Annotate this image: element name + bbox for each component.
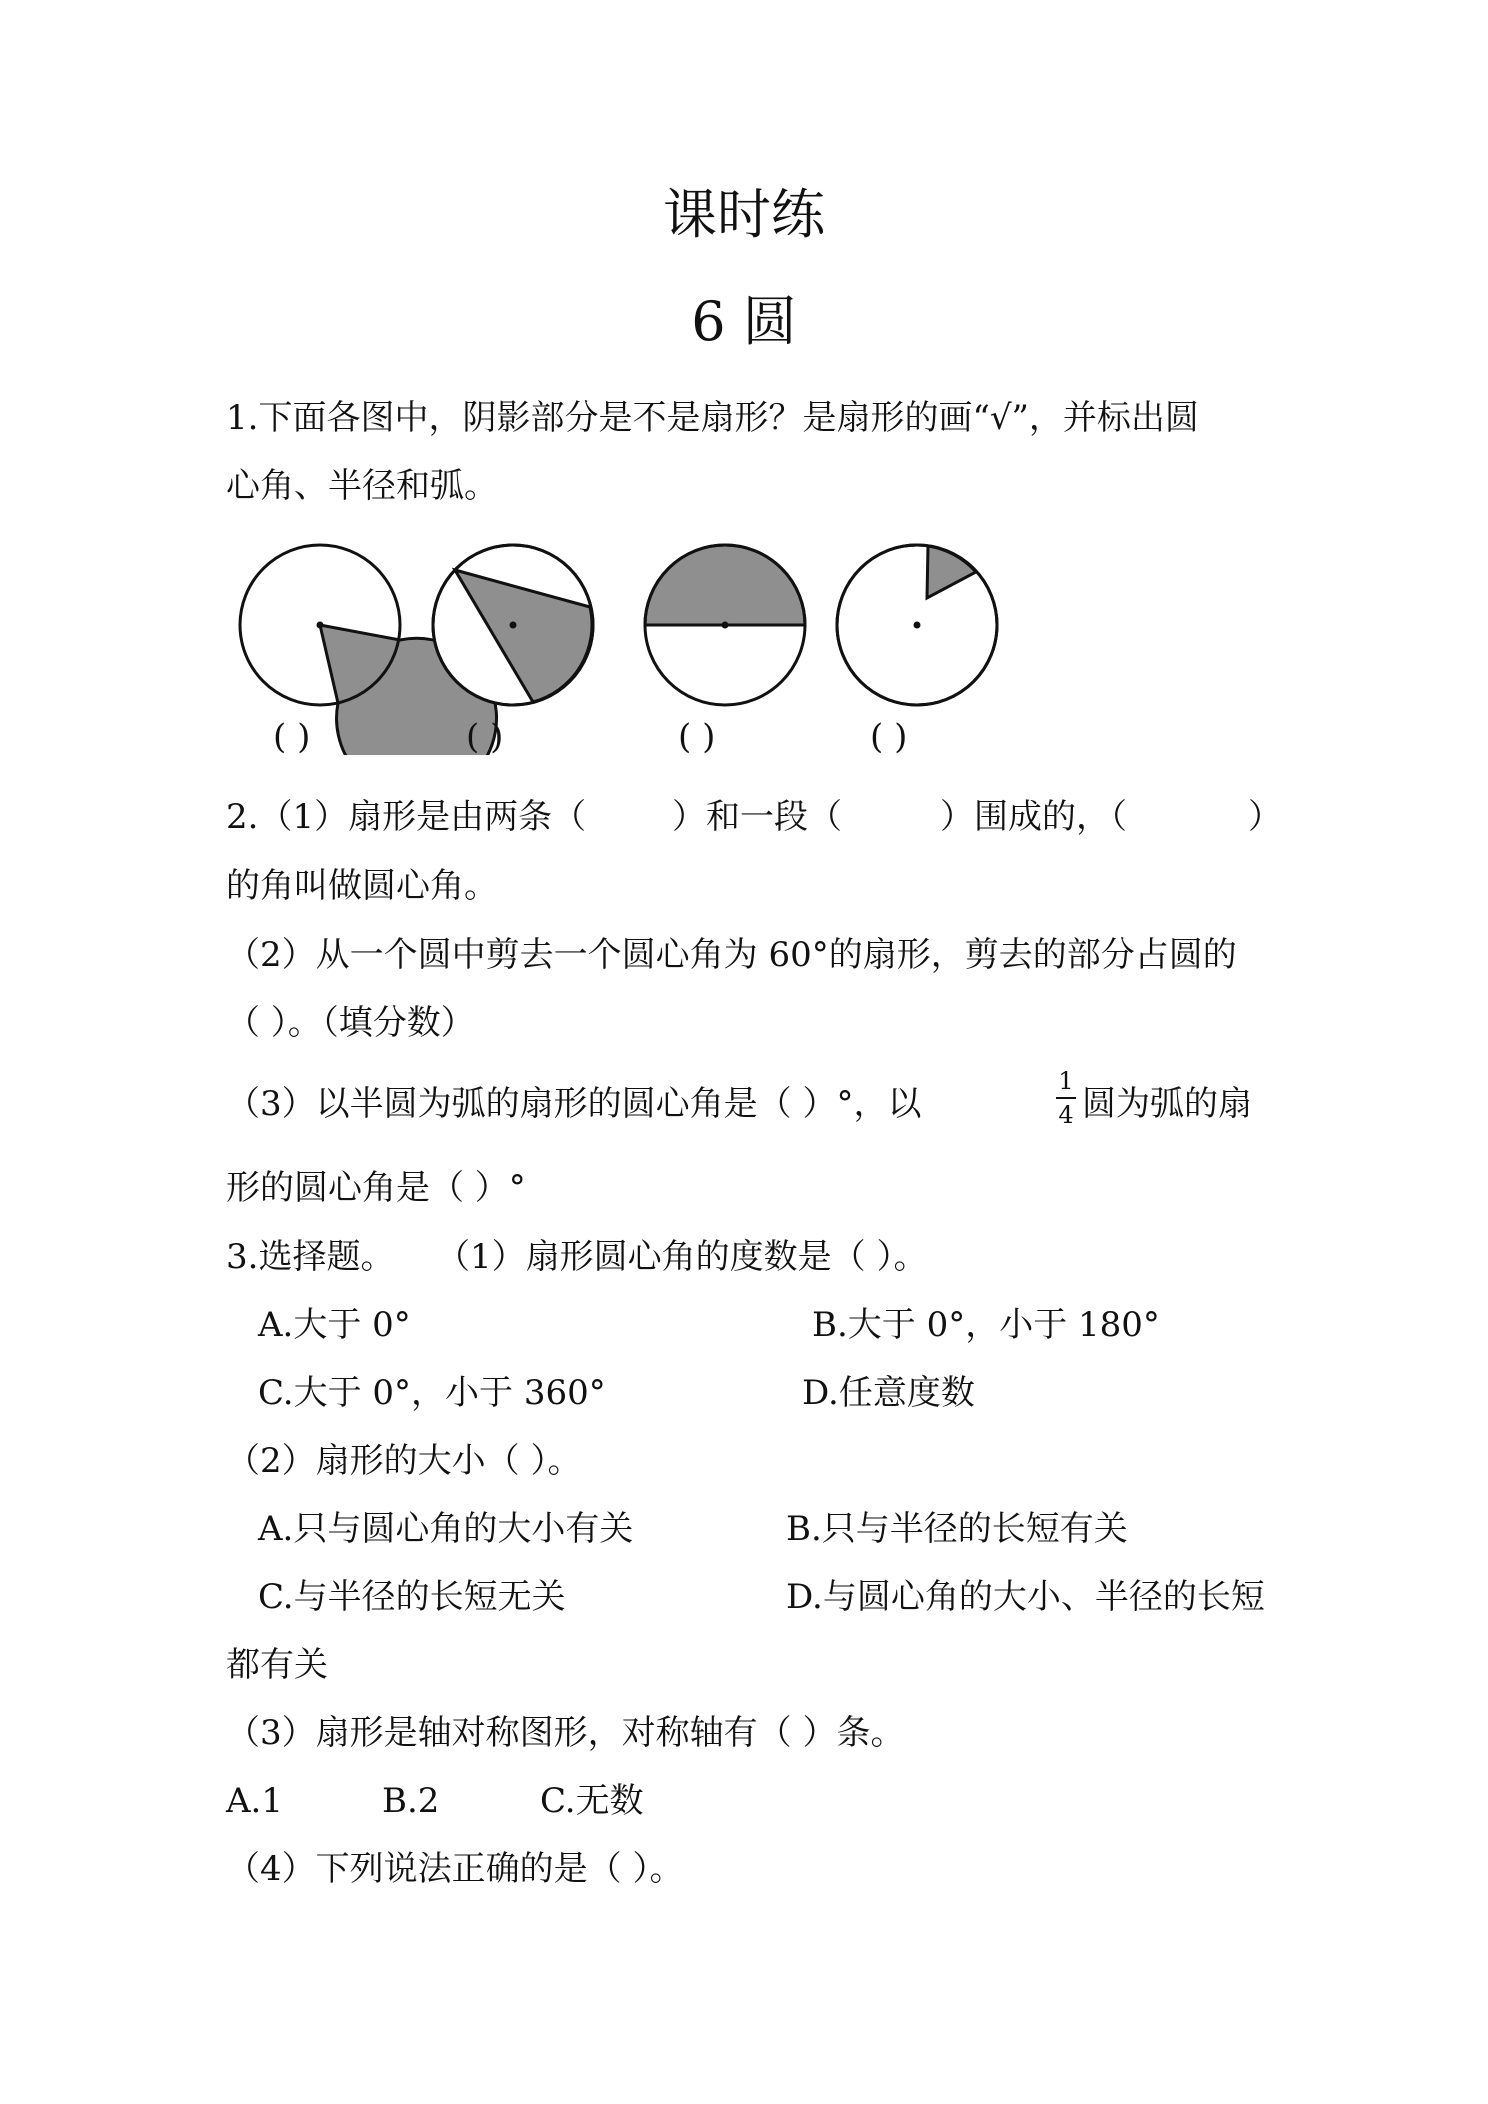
q2-part3-line1-b: 圆为弧的扇 — [1082, 1084, 1252, 1124]
q3-sub3-option-b[interactable]: B.2 — [382, 1781, 440, 1821]
q3-sub2-option-b[interactable]: B.只与半径的长短有关 — [786, 1509, 1128, 1549]
q2-part3-line1-a: （3）以半圆为弧的扇形的圆心角是（ ）°，以 — [226, 1084, 922, 1124]
q2-part3-fraction-numerator: 1 — [1058, 1067, 1074, 1095]
q3-sub3-question: （3）扇形是轴对称图形，对称轴有（ ）条。 — [226, 1713, 905, 1753]
q2-part1-seg-c: ）围成的，（ — [940, 797, 1127, 837]
q3-sub1-option-c[interactable]: C.大于 0°，小于 360° — [258, 1373, 606, 1413]
q1-answer-blank-1[interactable]: ( ) — [273, 717, 311, 757]
q2-part2-line1: （2）从一个圆中剪去一个圆心角为 60°的扇形，剪去的部分占圆的 — [226, 935, 1237, 975]
figure-3-circle — [645, 545, 805, 705]
q3-sub2-option-c[interactable]: C.与半径的长短无关 — [258, 1577, 566, 1617]
figure-2-circle — [433, 545, 593, 705]
q3-sub4-question: （4）下列说法正确的是（ ）。 — [226, 1849, 684, 1889]
q3-sub3-option-a[interactable]: A.1 — [226, 1781, 283, 1821]
q3-sub1-option-a[interactable]: A.大于 0° — [258, 1305, 411, 1345]
page-subtitle: 6 圆 — [691, 290, 797, 353]
q2-part1-line2: 的角叫做圆心角。 — [226, 866, 498, 906]
page-title: 课时练 — [663, 183, 825, 246]
q3-sub2-option-d[interactable]: D.与圆心角的大小、半径的长短 — [786, 1577, 1265, 1617]
q3-heading: 3.选择题。 — [226, 1237, 395, 1277]
q1-text-line1: 1.下面各图中，阴影部分是不是扇形？是扇形的画“√”，并标出圆 — [226, 398, 1199, 438]
q3-sub1-option-d[interactable]: D.任意度数 — [802, 1373, 975, 1413]
q3-sub2-question: （2）扇形的大小（ ）。 — [226, 1441, 582, 1481]
q1-answer-blank-2[interactable]: ( ) — [466, 717, 504, 757]
figure-4-circle — [837, 545, 997, 705]
q3-sub3-option-c[interactable]: C.无数 — [540, 1781, 644, 1821]
q1-answer-blank-3[interactable]: ( ) — [678, 717, 716, 757]
q2-part1-seg-b: ）和一段（ — [672, 797, 842, 837]
q2-part1-seg-a: 2.（1）扇形是由两条（ — [226, 797, 587, 837]
q2-part3-line2: 形的圆心角是（ ）° — [226, 1168, 526, 1208]
q1-answer-blank-4[interactable]: ( ) — [870, 717, 908, 757]
q1-text-line2: 心角、半径和弧。 — [226, 466, 498, 506]
q2-part1-seg-d: ） — [1248, 797, 1282, 837]
q2-part3-fraction-bar — [1056, 1097, 1076, 1099]
q3-sub1-question: （1）扇形圆心角的度数是（ ）。 — [436, 1237, 928, 1277]
q3-sub2-option-a[interactable]: A.只与圆心角的大小有关 — [258, 1509, 634, 1549]
q2-part2-line2: （ ）。（填分数） — [226, 1003, 475, 1043]
q3-sub2-option-d-continued: 都有关 — [226, 1645, 328, 1685]
q2-part3-fraction-denominator: 4 — [1058, 1101, 1074, 1129]
q3-sub1-option-b[interactable]: B.大于 0°，小于 180° — [812, 1305, 1160, 1345]
